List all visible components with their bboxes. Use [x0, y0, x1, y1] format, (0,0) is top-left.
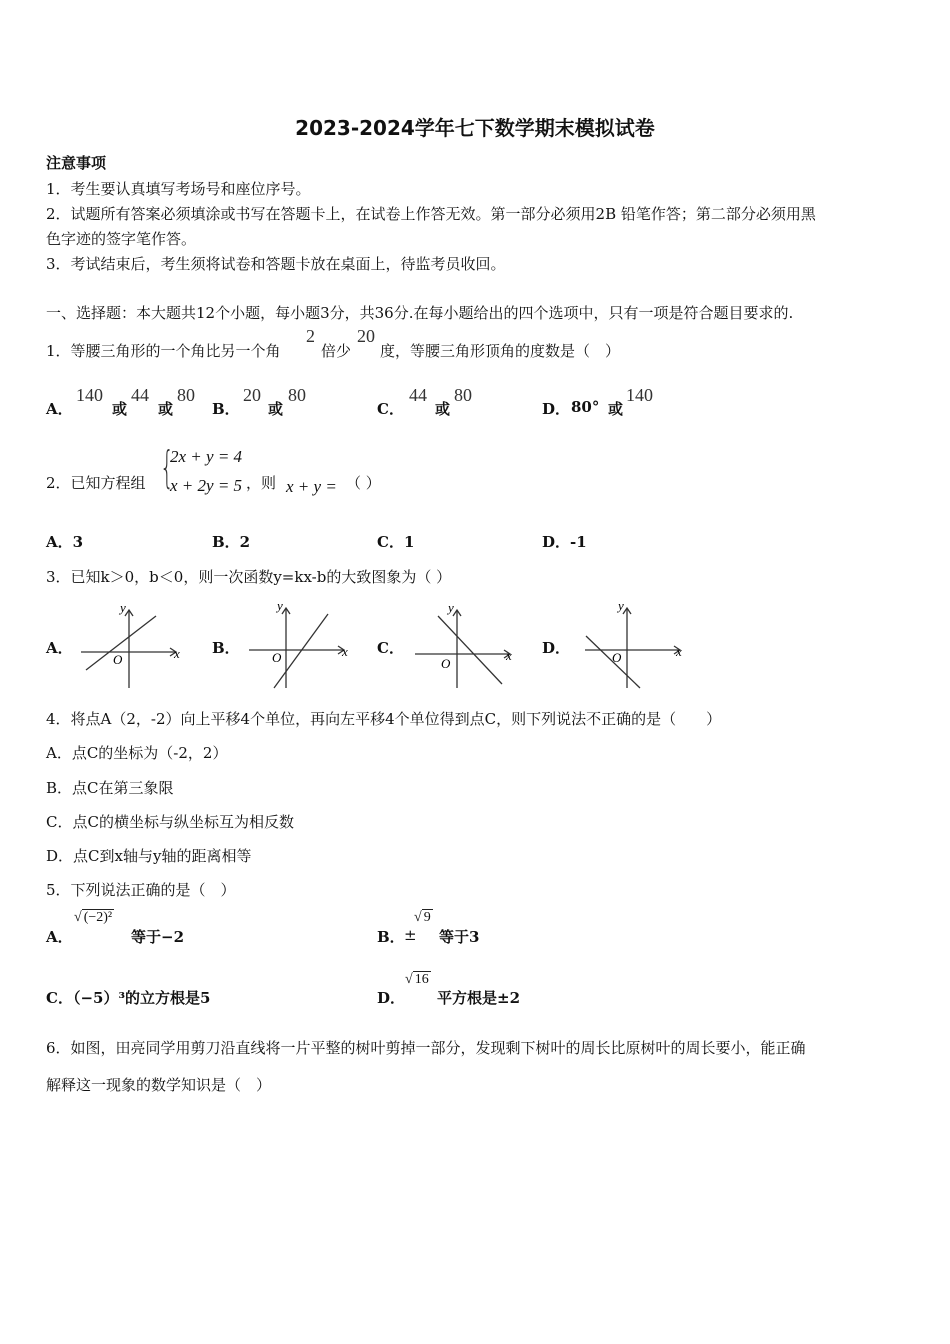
q4-option-b[interactable]: B．点C在第三象限	[46, 779, 174, 797]
q1-option-c-or: 或	[435, 400, 451, 418]
q3-graph-a[interactable]	[76, 602, 186, 692]
note-item: 1．考生要认真填写考场号和座位序号。	[46, 180, 311, 198]
q5-option-b-pm: ±	[404, 926, 417, 944]
q6-line-2: 解释这一现象的数学知识是（ ）	[46, 1076, 272, 1094]
q2-expression: x + y =	[286, 477, 337, 496]
y-label: y	[448, 602, 454, 615]
section-heading: 一、选择题：本大题共12个小题，每小题3分，共36分.在每小题给出的四个选项中，只有一项是符合题目要求的.	[46, 304, 794, 322]
q1-option-c-label[interactable]: C．	[377, 400, 404, 418]
page-title: 2023-2024学年七下数学期末模拟试卷	[295, 116, 655, 140]
origin-label: O	[441, 656, 451, 671]
q6-line-1: 6．如图，田亮同学用剪刀沿直线将一片平整的树叶剪掉一部分，发现剩下树叶的周长比原树叶的周长要小，能正确	[46, 1039, 806, 1057]
x-label: x	[676, 644, 682, 659]
q3-stem: 3．已知k＞0，b＜0，则一次函数y=kx-b的大致图象为（ ）	[46, 568, 452, 586]
q3-graph-b[interactable]	[244, 600, 354, 692]
q2-stem-c: （ ）	[346, 474, 381, 492]
q2-option-c[interactable]: C．1	[377, 533, 415, 551]
q5-option-c[interactable]: C．（−5）³的立方根是5	[46, 989, 211, 1007]
note-item: 3．考试结束后，考生须将试卷和答题卡放在桌面上，待监考员收回。	[46, 255, 506, 273]
q1-option-a-or1: 或	[112, 400, 128, 418]
q5-option-a-radical: √ (−2)²	[74, 910, 113, 925]
q2-option-d[interactable]: D．-1	[542, 533, 587, 551]
y-label: y	[277, 600, 283, 613]
q1-option-d-label[interactable]: D．	[542, 400, 571, 418]
q3-option-a-label[interactable]: A．	[46, 639, 73, 657]
q1-option-d-val1: 80°	[571, 398, 600, 416]
notes-heading: 注意事项	[46, 154, 107, 172]
function-line	[274, 614, 328, 688]
q1-num-2: 2	[306, 326, 315, 346]
q1-option-a-val1: 140	[76, 385, 103, 405]
radicand: 9	[423, 910, 431, 925]
q4-option-a[interactable]: A．点C的坐标为（-2，2）	[46, 744, 228, 762]
q2-option-b[interactable]: B．2	[212, 533, 251, 551]
y-label: y	[618, 600, 624, 613]
q1-option-c-val2: 80	[454, 385, 472, 405]
x-label: x	[174, 646, 180, 661]
q4-option-d[interactable]: D．点C到x轴与y轴的距离相等	[46, 847, 252, 865]
q2-stem-a: 2．已知方程组	[46, 474, 146, 492]
x-label: x	[342, 644, 348, 659]
y-label: y	[120, 602, 126, 615]
left-brace-icon: {	[160, 442, 174, 493]
q1-option-d-or: 或	[608, 400, 624, 418]
origin-label: O	[113, 652, 123, 667]
q1-stem-b: 倍少	[321, 342, 352, 360]
q1-num-20: 20	[357, 326, 375, 346]
q1-option-a-val3: 80	[177, 385, 195, 405]
q1-option-a-val2: 44	[131, 385, 149, 405]
function-line	[438, 616, 502, 684]
q1-option-d-val2: 140	[626, 385, 653, 405]
q1-option-c-val1: 44	[409, 385, 427, 405]
q5-option-d-radical: √ 16	[405, 972, 429, 987]
q1-stem-a: 1．等腰三角形的一个角比另一个角	[46, 342, 281, 360]
radicand: 16	[414, 972, 429, 987]
q3-option-d-label[interactable]: D．	[542, 639, 571, 657]
q4-option-c[interactable]: C．点C的横坐标与纵坐标互为相反数	[46, 813, 294, 831]
q2-stem-b: ，则	[246, 474, 277, 492]
q5-option-a-label[interactable]: A．	[46, 928, 73, 946]
origin-label: O	[272, 650, 282, 665]
x-label: x	[506, 648, 512, 663]
q5-option-a-text: 等于−2	[131, 928, 185, 946]
q2-equation-2: x + 2y = 5	[170, 476, 243, 495]
q5-option-d-text: 平方根是±2	[437, 989, 521, 1007]
q1-option-b-or: 或	[268, 400, 284, 418]
q3-graph-d[interactable]	[580, 600, 690, 692]
q1-option-b-val1: 20	[243, 385, 261, 405]
q2-equation-1: 2x + y = 4	[170, 447, 243, 466]
q5-option-b-label[interactable]: B．	[377, 928, 405, 946]
origin-label: O	[612, 650, 622, 665]
q1-option-b-label[interactable]: B．	[212, 400, 240, 418]
q1-option-b-val2: 80	[288, 385, 306, 405]
q5-option-b-text: 等于3	[439, 928, 480, 946]
q1-option-a-label[interactable]: A．	[46, 400, 73, 418]
q4-stem: 4．将点A（2，-2）向上平移4个单位，再向左平移4个单位得到点C，则下列说法不正确的是（ ）	[46, 710, 722, 728]
radicand: (−2)²	[83, 910, 113, 925]
q1-option-a-or2: 或	[158, 400, 174, 418]
q5-stem: 5．下列说法正确的是（ ）	[46, 881, 236, 899]
note-item: 2．试题所有答案必须填涂或书写在答题卡上，在试卷上作答无效。第一部分必须用2B 铅笔作答；第二部分必须用黑	[46, 205, 816, 223]
note-item: 色字迹的签字笔作答。	[46, 230, 197, 248]
q1-stem-c: 度，等腰三角形顶角的度数是（ ）	[380, 342, 621, 360]
q3-graph-c[interactable]	[410, 602, 520, 692]
q3-option-c-label[interactable]: C．	[377, 639, 404, 657]
q5-option-b-radical: √ 9	[414, 910, 431, 925]
q2-option-a[interactable]: A．3	[46, 533, 84, 551]
q3-option-b-label[interactable]: B．	[212, 639, 240, 657]
q5-option-d-label[interactable]: D．	[377, 989, 406, 1007]
